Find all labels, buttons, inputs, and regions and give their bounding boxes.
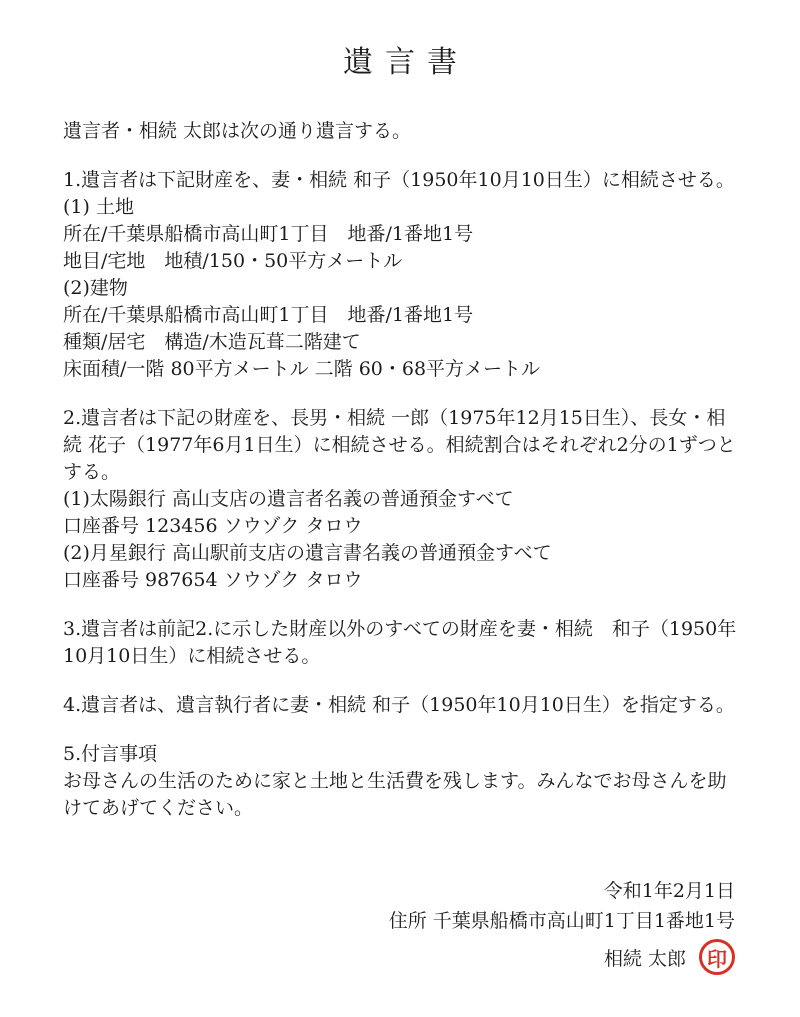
clause-line: 種類/居宅 構造/木造瓦葺二階建て [63,331,361,353]
clause-line: (1) 土地 [63,196,134,218]
seal-character: 印 [707,946,727,971]
clause-line: 2.遺言者は下記の財産を、長男・相続 一郎（1975年12月15日生）、長女・相続 花子（1977年6月1日生）に相続させる。相続割合はそれぞれ2分の1ずつとする。 [63,407,736,483]
date-line: 令和1年2月1日 [603,880,735,902]
address-line: 住所 千葉県船橋市高山町1丁目1番地1号 [388,910,735,932]
clause-1-property-to-wife [63,167,737,383]
clause-line: (2)月星銀行 高山駅前支店の遺言書名義の普通預金すべて [63,542,552,564]
clause-2-bank-accounts-to-children [63,405,737,594]
signature-block [63,876,737,978]
clause-5-final-message [63,741,737,822]
clause-line: 所在/千葉県船橋市高山町1丁目 地番/1番地1号 [63,223,474,245]
clause-line: 5.付言事項 [63,743,158,765]
clause-line: 3.遺言者は前記2.に示した財産以外のすべての財産を妻・相続 和子（1950年10月10日生）に相続させる。 [63,618,737,667]
document-title: 遺言書 [343,45,469,80]
clause-line: 1.遺言者は下記財産を、妻・相続 和子（1950年10月10日生）に相続させる。 [63,169,735,191]
testator-declaration-line: 遺言者・相続 太郎は次の通り遺言する。 [63,120,412,142]
hanko-seal-icon [699,939,735,975]
clause-line: 地目/宅地 地積/150・50平方メートル [63,250,403,272]
clause-line: 所在/千葉県船橋市高山町1丁目 地番/1番地1号 [63,304,474,326]
clause-line: 床面積/一階 80平方メートル 二階 60・68平方メートル [63,358,541,380]
clause-line: 口座番号 987654 ソウゾク タロウ [63,569,363,591]
clause-line: (2)建物 [63,277,128,299]
name-line [63,936,735,978]
clause-line: お母さんの生活のために家と土地と生活費を残します。みんなでお母さんを助けてあげてください。 [63,770,727,819]
clause-line: (1)太陽銀行 高山支店の遺言者名義の普通預金すべて [63,488,514,510]
clause-line: 口座番号 123456 ソウゾク タロウ [63,515,363,537]
clause-line: 4.遺言者は、遺言執行者に妻・相続 和子（1950年10月10日生）を指定する。 [63,694,735,716]
clause-4-executor [63,692,737,719]
clause-3-residual-estate [63,616,737,670]
testator-name: 相続 太郎 [603,947,686,970]
